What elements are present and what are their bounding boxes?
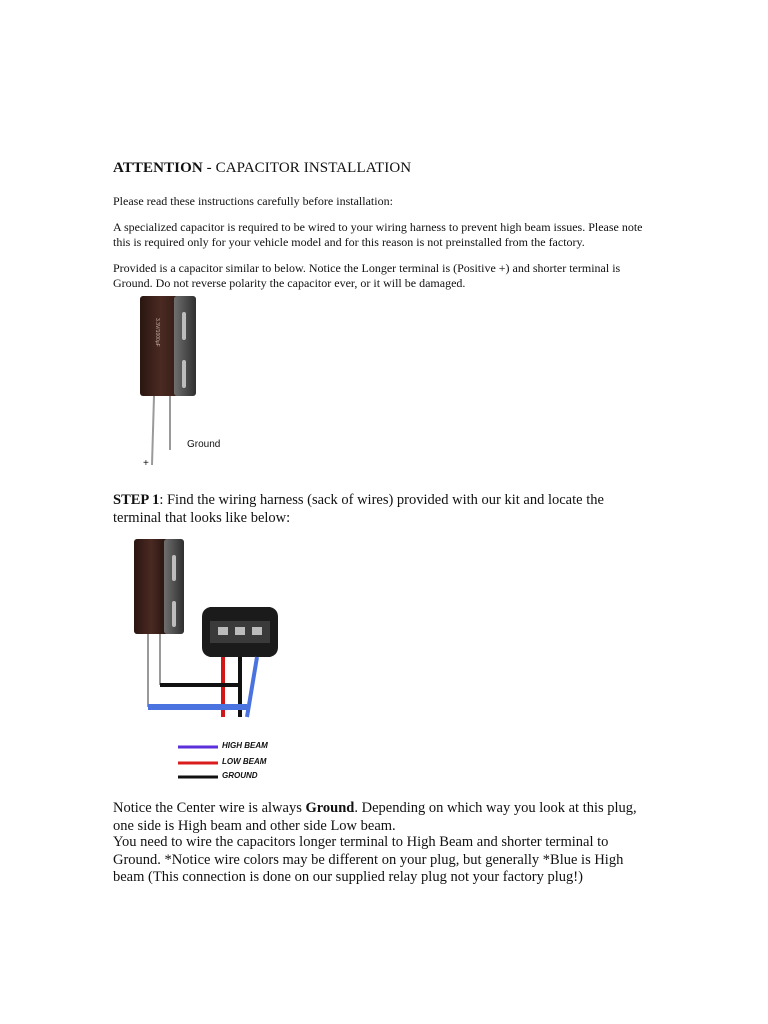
intro-read-paragraph: Please read these instructions carefully before installation: [113,194,393,208]
title-rest: - CAPACITOR INSTALLATION [202,160,412,176]
capacitor-long-lead [152,396,154,465]
title-bold: ATTENTION [113,160,203,176]
legend-high-beam: HIGH BEAM [222,741,268,750]
step1-paragraph [113,492,653,527]
wiring-figure [130,535,300,785]
step1-text: : Find the wiring harness (sack of wires) provided with our kit and locate the terminal that looks like below: [113,492,604,526]
ground-label: Ground [187,439,221,450]
blue-wire [247,657,257,717]
notice-part1: Notice the Center wire is always [113,800,306,816]
page-title [113,160,411,177]
intro-provided-paragraph: Provided is a capacitor similar to below. Notice the Longer terminal is (Positive +) and shorter terminal is Ground. Do not reverse polarity the capacitor ever, or it will be damaged. [113,261,621,290]
capacitor-marking: 3.3V/1000µF [154,318,160,347]
wiring-illustration [130,535,300,785]
capacitor-figure [130,290,230,475]
positive-label: + [143,458,149,469]
intro-specialized-paragraph: A specialized capacitor is required to be wired to your wiring harness to prevent high beam issues. Please note this is required only for your vehicle model and for this reason is not preinstalled from the factory. [113,220,643,249]
legend-ground: GROUND [222,771,258,780]
notice-paragraph-2: You need to wire the capacitors longer terminal to High Beam and shorter terminal to Ground. *Notice wire colors may be different on your plug, but generally *Blue is High beam (This connection is done on our supplied relay plug not your factory plug!) [113,834,624,885]
notice-bold-ground: Ground [305,800,355,816]
notice-part2: . Depending on which way you look at this plug, one side is High beam and other side Low beam. [113,800,637,834]
step1-label: STEP 1 [113,492,160,508]
notice-paragraph [113,800,653,835]
legend-low-beam: LOW BEAM [222,757,267,766]
